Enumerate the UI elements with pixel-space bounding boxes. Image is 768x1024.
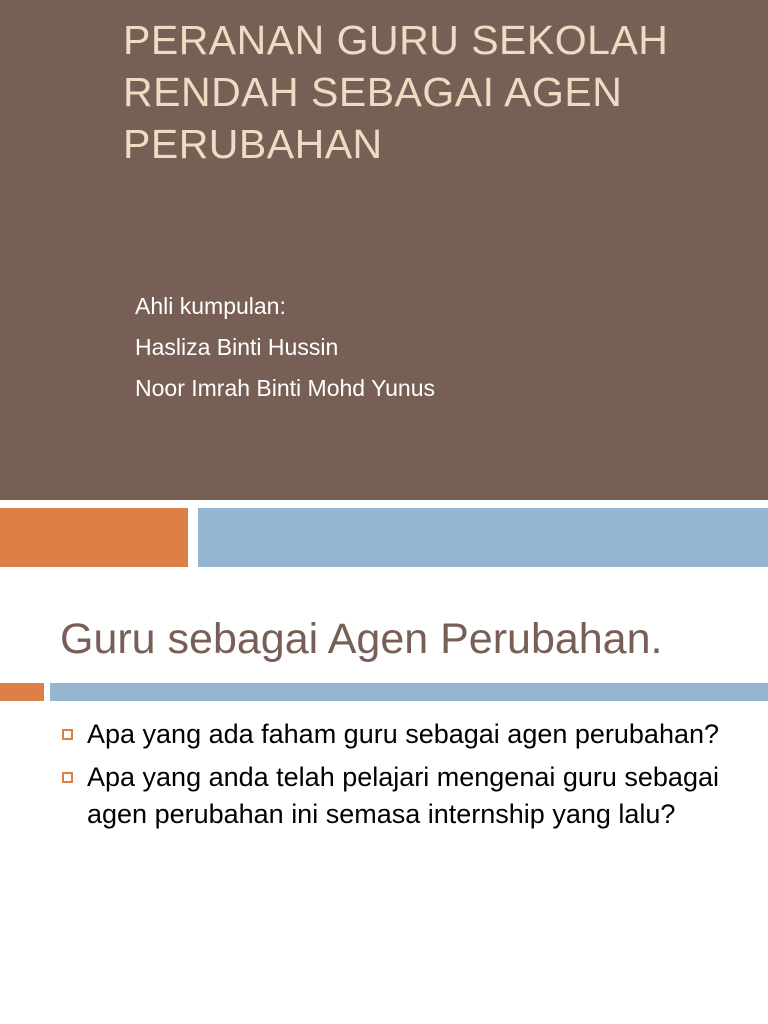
members-label: Ahli kumpulan: xyxy=(135,293,286,319)
group-members xyxy=(135,286,735,409)
slide-title: PERANAN GURU SEKOLAH RENDAH SEBAGAI AGEN PERUBAHAN xyxy=(123,17,669,167)
divider-bar-orange xyxy=(0,683,44,701)
member-name: Noor Imrah Binti Mohd Yunus xyxy=(135,375,436,401)
accent-bar-orange xyxy=(0,508,188,567)
square-bullet-icon xyxy=(62,729,73,740)
divider-bar-blue xyxy=(50,683,768,701)
bullet-list xyxy=(62,716,752,839)
bullet-item xyxy=(62,716,752,753)
bullet-item xyxy=(62,759,752,833)
accent-bar-blue xyxy=(198,508,768,567)
square-bullet-icon xyxy=(62,772,73,783)
slide-heading: Guru sebagai Agen Perubahan. xyxy=(60,615,663,663)
bullet-text: Apa yang anda telah pelajari mengenai guru sebagai agen perubahan ini semasa internship yang lalu? xyxy=(87,762,719,829)
member-name: Hasliza Binti Hussin xyxy=(135,334,339,360)
bullet-text: Apa yang ada faham guru sebagai agen perubahan? xyxy=(87,719,720,749)
